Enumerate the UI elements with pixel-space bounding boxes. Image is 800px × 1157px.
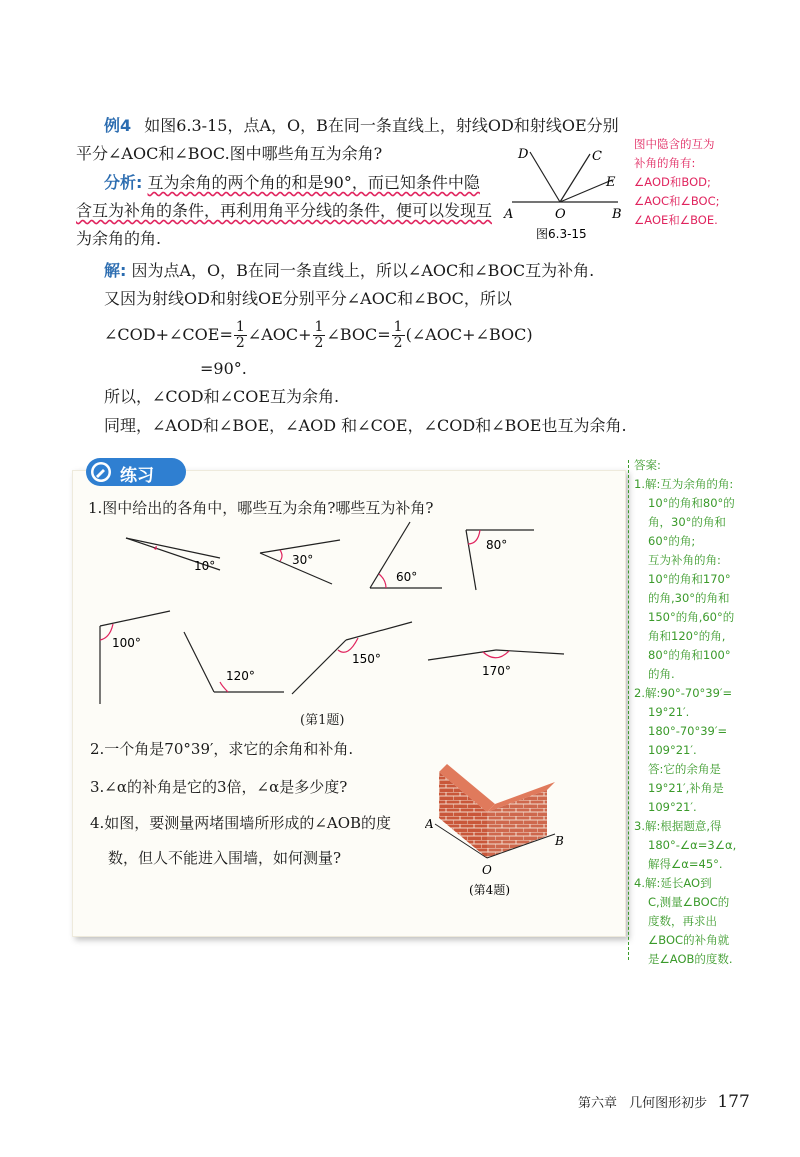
angle-30: [260, 540, 340, 584]
analysis-line-3: 为余角的角.: [76, 229, 162, 248]
equation: ∠COD+∠COE= $\frac{1}{2}$ ∠AOC+ $\frac{1}{2}$ ∠BOC= $\frac{1}{2}$ (∠AOC+∠BOC): [104, 318, 533, 351]
analysis-label: 分析:: [104, 173, 143, 192]
exercise-title: 练习: [120, 466, 154, 486]
example-label: 例4: [104, 116, 132, 135]
q1-caption: (第1题): [300, 713, 345, 728]
angle-10: [126, 538, 220, 573]
angle-label-80: 80°: [486, 538, 508, 552]
answer-title: 答案:: [634, 458, 661, 472]
angle-170: [428, 650, 564, 678]
exercise-header: [86, 458, 186, 486]
angle-120: [184, 632, 284, 692]
page-footer: [578, 1092, 750, 1112]
figure-caption: 图6.3-15: [536, 227, 587, 240]
angle-figures: [80, 518, 620, 718]
solution-label: 解:: [104, 261, 127, 280]
angle-label-30: 30°: [292, 553, 314, 567]
question-2: 2.一个角是70°39′，求它的余角和补角.: [90, 740, 354, 758]
angle-label-60: 60°: [396, 570, 418, 584]
q4-caption: (第4题): [469, 883, 510, 897]
wall-label-b: B: [555, 834, 564, 848]
answer-note: 答案: 1.解:互为余角的角: 10°的角和80°的 角，30°的角和 60°的角; 互为补角的角: 10°的角和170° 的角,30°的角和 150°的角,60°的 角和120°的角, 80°的角和100° 的角. 2.解:90°-70°39′= 19°21′. 180°-70°39′= 109°21′. 答:它的余角是 19°21′,补角是 109°21′. 3.解:根据题意,得 180°-∠α=3∠α, 解得∠α=45°. 4.解:延长AO到 C,测量∠BOC的 度数，再求出 ∠BOC的补角就 是∠AOB的度数.: [634, 458, 737, 966]
question-1: 1.图中给出的各角中，哪些互为余角?哪些互为补角?: [88, 499, 434, 517]
label-e: E: [606, 175, 616, 190]
angle-100: [100, 611, 170, 704]
angle-label-120: 120°: [226, 669, 255, 683]
solution-line-1: 解: 因为点A，O，B在同一条直线上，所以∠AOC和∠BOC互为补角.: [104, 261, 595, 280]
solution-line-2: 又因为射线OD和射线OE分别平分∠AOC和∠BOC，所以: [104, 289, 512, 308]
ray-oc: [560, 154, 590, 202]
analysis-line-2: 含互为补角的条件，再利用角平分线的条件，便可以发现互: [76, 201, 493, 220]
angle-label-150: 150°: [352, 652, 381, 666]
footer-chapter: 第六章: [578, 1096, 618, 1111]
wall-label-a: A: [425, 817, 434, 831]
angle-150: [292, 622, 412, 694]
question-4-line-2: 数，但人不能进入围墙，如何测量?: [108, 849, 342, 867]
fraction-half-2: $\frac{1}{2}$: [314, 318, 324, 351]
angle-label-100: 100°: [112, 636, 141, 650]
side-note-red: 图中隐含的互为 补角的角有: ∠AOD和BOD; ∠AOC和∠BOC; ∠AOE和∠BOE.: [634, 137, 720, 227]
ray-oe: [560, 180, 612, 202]
answer-note-divider: [628, 460, 630, 960]
label-a: A: [504, 207, 514, 222]
ray-od: [530, 152, 560, 202]
angle-label-10: 10°: [194, 559, 216, 573]
label-o: O: [555, 207, 566, 222]
angle-60: [370, 522, 442, 588]
angle-80: [466, 530, 534, 590]
angle-label-170: 170°: [482, 664, 511, 678]
example-line-2: 平分∠AOC和∠BOC.图中哪些角互为余角?: [76, 144, 383, 163]
pencil-icon: [90, 461, 112, 483]
solution-line-4: 同理，∠AOD和∠BOE，∠AOD 和∠COE，∠COD和∠BOE也互为余角.: [104, 416, 627, 435]
question-3: 3.∠α的补角是它的3倍，∠α是多少度?: [90, 778, 348, 796]
figure-6-3-15: [500, 140, 635, 240]
equation-result: =90°.: [200, 359, 247, 378]
solution-line-3: 所以，∠COD和∠COE互为余角.: [104, 387, 340, 406]
label-c: C: [592, 149, 602, 164]
footer-section: 几何图形初步: [629, 1096, 708, 1111]
fraction-half-1: $\frac{1}{2}$: [235, 318, 245, 351]
label-d: D: [518, 147, 529, 162]
wall-label-o: O: [482, 863, 492, 877]
brick-wall-figure: [425, 760, 580, 900]
example-line-1: 例4 如图6.3-15，点A，O，B在同一条直线上，射线OD和射线OE分别: [104, 116, 619, 135]
question-4-line-1: 4.如图，要测量两堵围墙所形成的∠AOB的度: [90, 814, 392, 832]
analysis-line-1: 分析: 互为余角的两个角的和是90°，而已知条件中隐: [104, 173, 480, 192]
page-number: 177: [717, 1092, 750, 1112]
fraction-half-3: $\frac{1}{2}$: [393, 318, 403, 351]
label-b: B: [612, 207, 622, 222]
